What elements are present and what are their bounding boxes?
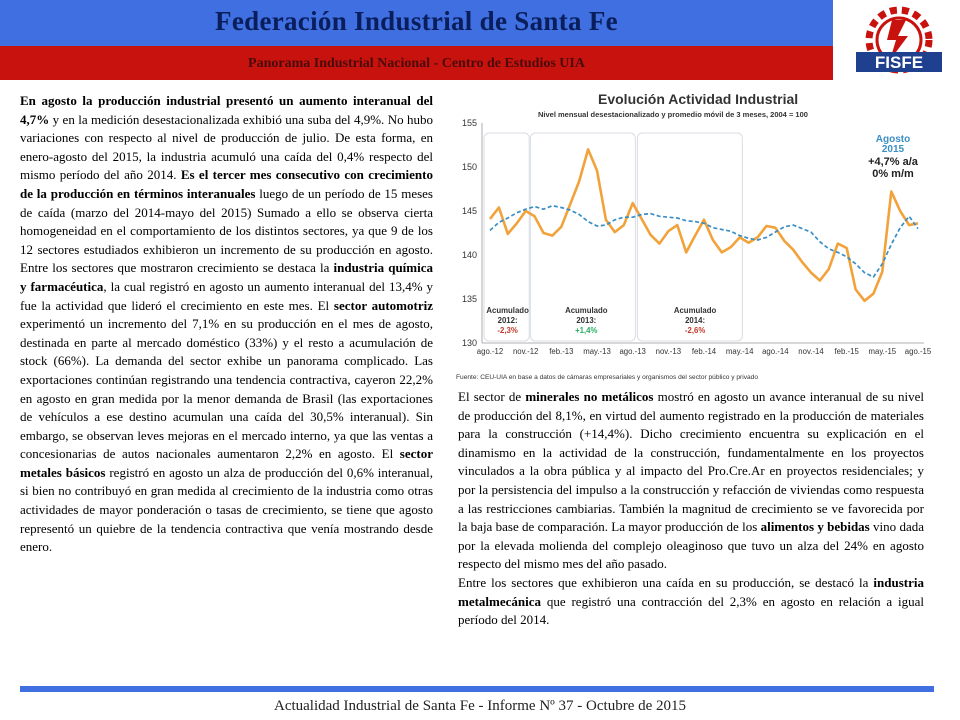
footer-bar	[20, 686, 934, 692]
callout-month: Agosto	[875, 134, 911, 145]
body-text: Entre los sectores que exhibieron una caída en su producción, se destacó la	[458, 574, 874, 590]
body-text: El sector de	[458, 389, 526, 404]
emphasis-text: industria química y farmacéutica	[20, 260, 433, 294]
right-text-column	[458, 388, 924, 630]
y-tick-label: 140	[461, 250, 477, 260]
chart-title: Evolución Actividad Industrial	[598, 91, 799, 107]
x-tick-label: feb.-15	[834, 347, 859, 356]
callout-year: 2015	[881, 144, 905, 155]
x-tick-label: nov.-13	[655, 347, 682, 356]
body-text: que registró una contracción del 2,3% en agosto en relación a igual período del 2014.	[458, 593, 924, 628]
x-tick-label: feb.-13	[549, 347, 574, 356]
callout-mom: 0% m/m	[872, 168, 914, 180]
chart-source: Fuente: CEU-UIA en base a datos de cámaras empresariales y organismos del sector público y privado	[456, 374, 758, 381]
fisfe-logo	[840, 2, 958, 82]
right-paragraph-2	[458, 574, 924, 630]
x-tick-label: may.-15	[868, 347, 897, 356]
logo-text: FISFE	[874, 53, 924, 72]
emphasis-text: En agosto la producción industrial presentó un aumento interanual del 4,7%	[20, 93, 433, 127]
activity-chart	[448, 85, 934, 385]
y-tick-label: 130	[461, 338, 477, 348]
annotation-year: 2014:	[685, 316, 706, 325]
emphasis-text: alimentos y bebidas	[760, 519, 870, 535]
y-tick-label: 135	[461, 294, 477, 304]
annotation-value: -2,6%	[684, 326, 706, 335]
body-text: y en la medición desestacionalizada exhibió una suba del 4,9%. No hubo variaciones con respecto al nivel de producción de julio. De esta forma, en enero-agosto del 2015, la industria acumuló una caída del 0,4% respecto del mismo período del año 2014.	[20, 111, 433, 183]
annotation-value: +1,4%	[575, 326, 598, 335]
callout-yoy: +4,7% a/a	[868, 156, 918, 168]
x-tick-label: nov.-14	[798, 347, 824, 356]
page-subtitle: Panorama Industrial Nacional - Centro de Estudios UIA	[248, 56, 585, 71]
y-tick-label: 145	[461, 206, 477, 216]
chart-subtitle: Nivel mensual desestacionalizado y promedio móvil de 3 meses, 2004 = 100	[538, 110, 808, 119]
annotation-label: Acumulado	[486, 306, 529, 315]
body-text: , la cual registró en agosto un aumento interanual del 13,4% y fue la actividad que lideró el crecimiento en este mes. El	[20, 278, 433, 313]
chart-plot-area	[462, 118, 932, 356]
right-paragraph-1	[458, 388, 924, 574]
annotation-label: Acumulado	[565, 306, 608, 315]
y-tick-label: 150	[461, 162, 477, 172]
annotation-label: Acumulado	[673, 306, 717, 315]
left-paragraph	[20, 92, 433, 557]
body-text: luego de un período de 15 meses de caída (marzo del 2014-mayo del 2015) Sumado a ello se observa cierta homogeneidad en el comportamiento de los distintos sectores, ya que 9 de los 12 sectores estudiados exhibieron un incremento de su producción en agosto. Entre los sectores que mostraron crecimiento se destaca la	[20, 185, 433, 276]
left-text-column	[20, 92, 433, 557]
x-tick-label: ago.-12	[476, 347, 504, 356]
x-tick-label: nov.-12	[512, 347, 539, 356]
emphasis-text: Es el tercer mes consecutivo con crecimiento de la producción en términos interanuales	[20, 167, 433, 201]
emphasis-text: minerales no metálicos	[525, 389, 654, 404]
footer-text: Actualidad Industrial de Santa Fe - Informe Nº 37 - Octubre de 2015	[273, 698, 687, 714]
body-text: registró en agosto un alza de producción del 0,6% interanual, si bien no contribuyó en gran medida al crecimiento de la industria como otras actividades de mayor ponderación o tasas de crecimiento, se tiene que agosto representó un quiebre de la tendencia contractiva que venía mostrando desde enero.	[20, 464, 434, 555]
series-line-monthly	[490, 149, 918, 300]
series-line-moving-average	[490, 206, 918, 277]
x-tick-label: ago.-14	[762, 347, 789, 356]
x-tick-label: feb.-14	[691, 347, 717, 356]
annotation-year: 2013:	[576, 316, 597, 325]
emphasis-text: industria metalmecánica	[458, 574, 924, 609]
body-text: mostró en agosto un avance interanual de su nivel de producción del 8,1%, en virtud del aumento registrado en la producción de materiales para la construcción (+14,4%). Dicho crecimiento encuentra su explicación en el dinamismo en la actividad de la construcción, fundamentalmente en los proyectos vinculados a la obra pública y al impacto del Pro.Cre.Ar en proyectos residenciales; y por la persistencia del impulso a la construcción y refacción de viviendas como respuesta a las restricciones cambiarias. También la magnitud de crecimiento se ve favorecida por la baja base de comparación. La mayor producción de los	[458, 389, 924, 535]
body-text: vino dada por la elevada molienda del complejo oleaginoso que tuvo un alza del 24% en agosto respecto del mismo mes del año pasado.	[458, 519, 924, 572]
annotation-value: -2,3%	[497, 326, 518, 335]
emphasis-text: sector metales básicos	[20, 446, 433, 480]
x-tick-label: ago.-13	[619, 347, 646, 356]
annotation-year: 2012:	[497, 316, 518, 325]
x-tick-label: may.-14	[725, 347, 754, 356]
emphasis-text: sector automotriz	[333, 297, 433, 313]
page-title: Federación Industrial de Santa Fe	[215, 6, 618, 36]
x-tick-label: ago.-15	[904, 347, 932, 356]
y-tick-label: 155	[461, 118, 477, 128]
x-tick-label: may.-13	[583, 347, 611, 356]
body-text: experimentó un incremento del 7,1% en su producción en el mes de agosto, destinada en parte al mercado doméstico (33%) y el resto a acumulación de stock (66%). La demanda del sector exhibe un panorama complicado. Las exportaciones continúan registrando una tendencia contractiva, cayeron 22,2% en agosto en gran medida por la menor demanda de Brasil (las exportaciones de vehículos a ese destino acumulan una caída del 30,5% interanual). Sin embargo, se observan leves mejoras en el mercado interno, ya que las ventas a concesionarias de autos nacionales aumentaron 2,2% en agosto. El	[20, 316, 433, 462]
